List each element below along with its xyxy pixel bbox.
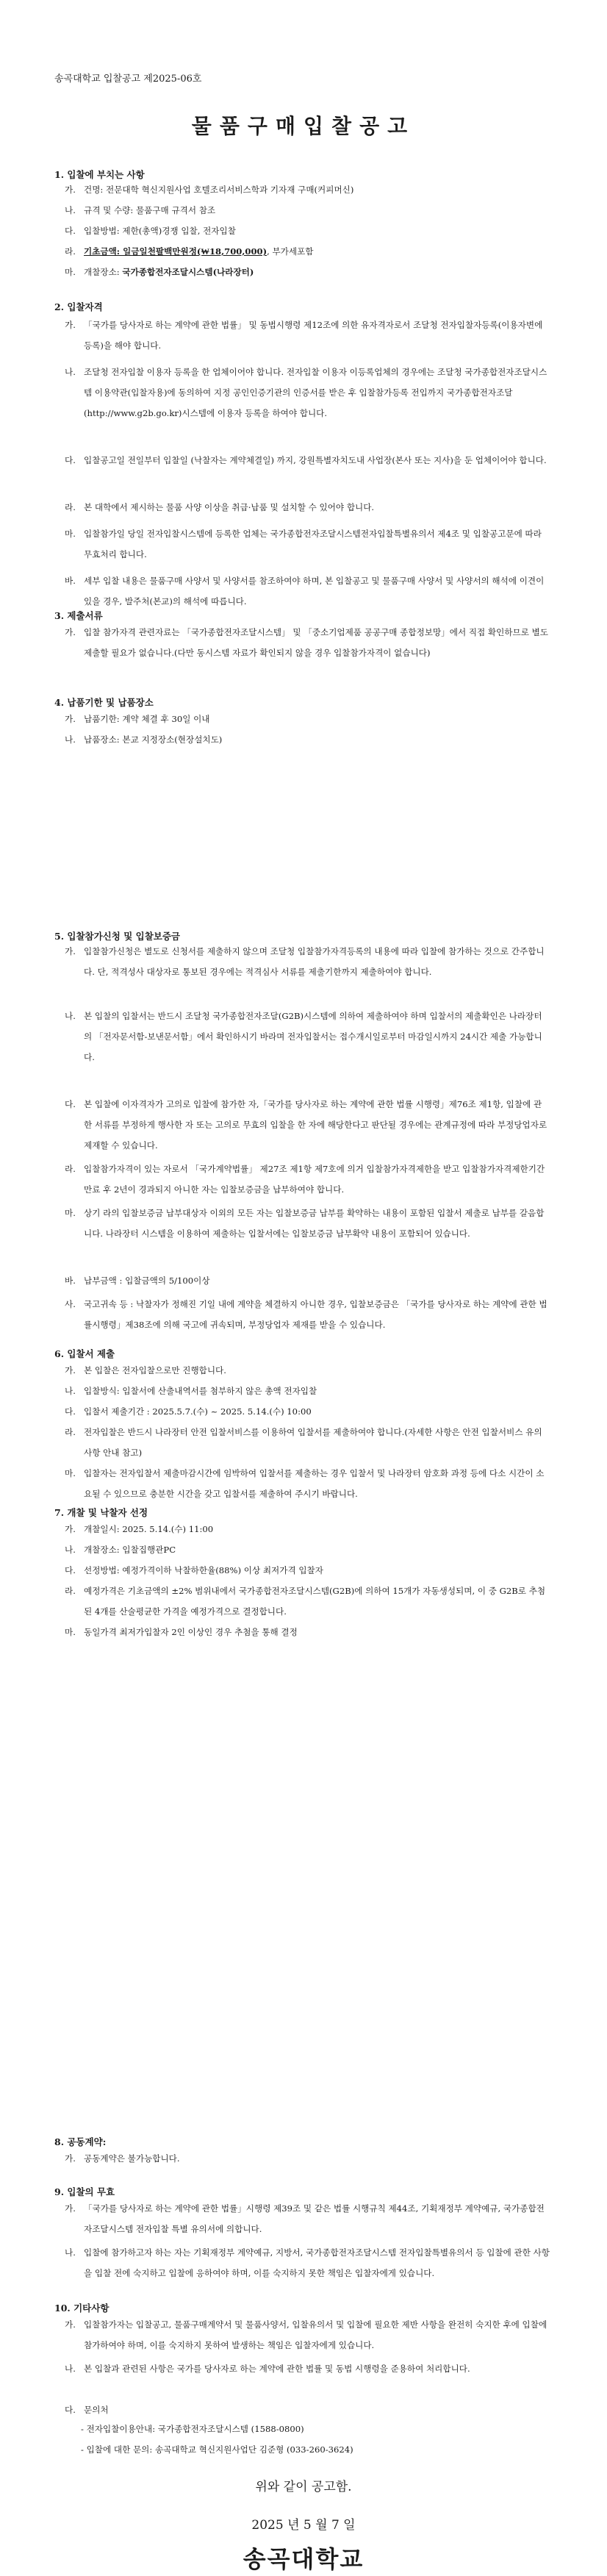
section-3-heading: 3. 제출서류 xyxy=(54,610,103,621)
section-9-heading: 9. 입찰의 무효 xyxy=(54,2186,115,2197)
s2-item-ma: 마. 입찰참가일 당일 전자입찰시스템에 등록한 업체는 국가종합전자조달시스템전자입찰특별유의서 제4조 및 입찰공고문에 따라 무효처리 합니다. xyxy=(65,529,542,559)
s5-item-ga: 가. 입찰참가신청은 별도로 신청서를 제출하지 않으며 조달청 입찰참가자격등록의 내용에 따라 입찰에 참가하는 것으로 간주합니다. 단, 적격성사 대상자로 통보된 경우에는 적격심사 서류를 제출기한까지 제출하여야 합니다. xyxy=(65,946,545,977)
contact-line-1: - 전자입찰이용안내: 국가종합전자조달시스템 (1588-0800) xyxy=(81,2424,304,2434)
section-10-heading: 10. 기타사항 xyxy=(54,2303,109,2314)
s7-item-ga: 가. 개찰일시: 2025. 5.14.(수) 11:00 xyxy=(65,1524,214,1534)
s5-item-da: 다. 본 입찰에 이자격자가 고의로 입찰에 참가한 자,「국가를 당사자로 하는 계약에 관한 법률 시행령」제76조 제1항, 입찰에 관한 서류를 부정하게 행사한 자 또는 고의로 무효의 입찰을 한 자에 해당한다고 판단될 경우에는 관계규정에 따라 부정당업자로 제재할 수 있습니다. xyxy=(65,1099,547,1151)
s6-item-na: 나. 입찰방식: 입찰서에 산출내역서를 첨부하지 않은 총액 전자입찰 xyxy=(65,1386,317,1396)
s1-item-ma: 마. 개찰장소: 국가종합전자조달시스템(나라장터) xyxy=(65,267,254,277)
section-1-heading: 1. 입찰에 부치는 사항 xyxy=(54,169,145,180)
s5-item-ba: 바. 납부금액 : 입찰금액의 5/100이상 xyxy=(65,1276,210,1286)
s2-item-ra: 라. 본 대학에서 제시하는 물품 사양 이상을 취급·납품 및 설치할 수 있어야 합니다. xyxy=(65,502,375,512)
section-7-heading: 7. 개찰 및 낙찰자 선정 xyxy=(54,1507,148,1518)
s7-item-ra: 라. 예정가격은 기초금액의 ±2% 범위내에서 국가종합전자조달시스템(G2B)에 의하여 15개가 자동생성되며, 이 중 G2B로 추첨된 4개를 산술평균한 가격을 예정가격으로 결정합니다. xyxy=(65,1586,546,1617)
s6-item-ra: 라. 전자입찰은 반드시 나라장터 안전 입찰서비스를 이용하여 입찰서를 제출하여야 합니다.(자세한 사항은 안전 입찰서비스 유의사항 안내 참고) xyxy=(65,1427,542,1458)
s9-item-na: 나. 입찰에 참가하고자 하는 자는 기획재정부 계약예규, 지방서, 국가종합전자조달시스템 전자입찰특별유의서 등 입찰에 관한 사항을 입찰 전에 숙지하고 입찰에 응하여야 하며, 이를 숙지하지 못한 책임은 입찰자에게 있습니다. xyxy=(65,2247,550,2278)
s7-item-na: 나. 개찰장소: 입찰집행관PC xyxy=(65,1545,176,1555)
s4-item-na: 나. 납품장소: 본교 지정장소(현장설치도) xyxy=(65,734,223,745)
s1-item-ra: 라. 기초금액: 일금일천팔백만원정(₩18,700,000), 부가세포함 xyxy=(65,246,314,257)
s2-item-ga: 가. 「국가를 당사자로 하는 계약에 관한 법률」 및 동법시행령 제12조에 의한 유자격자로서 조달청 전자입찰자등록(이용자변에 등록)을 해야 합니다. xyxy=(65,320,543,351)
s7-item-da: 다. 선정방법: 예정가격이하 낙찰하한율(88%) 이상 최저가격 입찰자 xyxy=(65,1565,323,1575)
s5-item-ma: 마. 상기 라의 입찰보증금 납부대상자 이외의 모든 자는 입찰보증금 납부를 확약하는 내용이 포함된 입찰서 제출로 납부를 갈음합니다. 나라장터 시스템을 이용하여 제출하는 입찰서에는 입찰보증금 납부확약 내용이 포함되어 있습니다. xyxy=(65,1208,545,1239)
section-4-heading: 4. 납품기한 및 납품장소 xyxy=(54,697,154,708)
s9-item-ga: 가. 「국가를 당사자로 하는 계약에 관한 법률」시행령 제39조 및 같은 법률 시행규칙 제44조, 기획재정부 계약예규, 국가종합전자조달시스템 전자입찰 특별 유의서에 의합니다. xyxy=(65,2203,545,2234)
closing-statement: 위와 같이 공고함. xyxy=(255,2480,352,2494)
s5-item-na: 나. 본 입찰의 입찰서는 반드시 조달청 국가종합전자조달(G2B)시스템에 의하여 제출하여야 하며 입찰서의 제출확인은 나라장터의 「전자문서함-보낸문서함」에서 확인하시기 바라며 전자입찰서는 접수개시일로부터 마감일시까지 24시간 제출 가능합니다. xyxy=(65,1011,542,1062)
issuer-name: 송곡대학교 xyxy=(243,2545,364,2573)
notice-number: 송곡대학교 입찰공고 제2025-06호 xyxy=(54,74,202,85)
s1-item-ga: 가. 건명: 전문대학 혁신지원사업 호텔조리서비스학과 기자재 구매(커피머신) xyxy=(65,185,354,195)
s10-item-ga: 가. 입찰참가자는 입찰공고, 물품구매계약서 및 물품사양서, 입찰유의서 및 입찰에 필요한 제반 사항을 완전히 숙지한 후에 입찰에 참가하여야 하며, 이를 숙지하지 못하여 발생하는 책임은 입찰자에게 있습니다. xyxy=(65,2319,547,2350)
section-8-heading: 8. 공동계약: xyxy=(54,2136,107,2147)
s6-item-ma: 마. 입찰자는 전자입찰서 제출마감시간에 임박하여 입찰서를 제출하는 경우 입찰서 및 나라장터 암호화 과정 등에 다소 시간이 소요될 수 있으므로 충분한 시간을 갖고 입찰서를 제출하여 주시기 바랍니다. xyxy=(65,1468,545,1499)
s5-item-sa: 사. 국고귀속 등 : 낙찰자가 정해진 기일 내에 계약을 체결하지 아니한 경우, 입찰보증금은 「국가를 당사자로 하는 계약에 관한 법률시행령」제38조에 의해 국고에 귀속되며, 부정당업자 제재를 받을 수 있습니다. xyxy=(65,1299,547,1330)
s2-item-da: 다. 입찰공고일 전일부터 입찰일 (낙찰자는 계약체결일) 까지, 강원특별자치도내 사업장(본사 또는 지사)을 둔 업체이어야 합니다. xyxy=(65,455,547,465)
s1-item-da: 다. 입찰방법: 제한(총액)경쟁 입찰, 전자입찰 xyxy=(65,226,236,236)
s4-item-ga: 가. 납품기한: 계약 체결 후 30일 이내 xyxy=(65,714,210,724)
section-6-heading: 6. 입찰서 제출 xyxy=(54,1348,115,1359)
s10-item-na: 나. 본 입찰과 관련된 사항은 국가를 당사자로 하는 계약에 관한 법률 및 동법 시행령을 준용하여 처리합니다. xyxy=(65,2364,470,2374)
s6-item-da: 다. 입찰서 제출기간 : 2025.5.7.(수) ~ 2025. 5.14.(수) 10:00 xyxy=(65,1406,312,1417)
page-title: 물품구매입찰공고 xyxy=(191,114,416,138)
s6-item-ga: 가. 본 입찰은 전자입찰으로만 진행합니다. xyxy=(65,1365,226,1375)
section-5-heading: 5. 입찰참가신청 및 입찰보증금 xyxy=(54,931,181,942)
s1-item-na: 나. 규격 및 수량: 물품구매 규격서 참조 xyxy=(65,205,216,215)
s5-item-ra: 라. 입찰참가자격이 있는 자로서 「국가계약법률」 제27조 제1항 제7호에 의거 입찰참가자격제한을 받고 입찰참가자격제한기간 만료 후 2년이 경과되지 아니한 자는 입찰보증금을 납부하여야 합니다. xyxy=(65,1164,545,1195)
s7-item-ma: 마. 동일가격 최저가입찰자 2인 이상인 경우 추첨을 통해 결정 xyxy=(65,1627,298,1637)
s2-item-ba: 바. 세부 입찰 내용은 물품구매 사양서 및 사양서를 참조하여야 하며, 본 입찰공고 및 물품구매 사양서 및 사양서의 해석에 이견이 있을 경우, 발주처(본교)의 해석에 따릅니다. xyxy=(65,576,545,607)
s2-item-na: 나. 조달청 전자입찰 이용자 등록을 한 업체이어야 합니다. 전자입찰 이용자 이등록업체의 경우에는 조달청 국가종합전자조달시스템 이용약관(입찰자용)에 동의하여 지정 공인인증기관의 인증서를 받은 후 입찰참가등록 전입까지 국가종합전자조달(http://www.g2b.go.kr)시스템에 이용자 등록을 하여야 합니다. xyxy=(65,367,547,418)
section-2-heading: 2. 입찰자격 xyxy=(54,301,103,312)
s10-item-da: 다. 문의처 xyxy=(65,2405,109,2415)
contact-line-2: - 입찰에 대한 문의: 송곡대학교 혁신지원사업단 김준형 (033-260-3624) xyxy=(81,2444,353,2455)
s3-item-ga: 가. 입찰 참가자격 관련자료는 「국가종합전자조달시스템」 및 「중소기업제품 공공구매 종합정보망」에서 직접 확인하므로 별도 제출할 필요가 없습니다.(다만 동시스템 자료가 확인되지 않을 경우 입찰참가자격이 없습니다) xyxy=(65,627,549,658)
closing-date: 2025 년 5 월 7 일 xyxy=(251,2518,356,2533)
s8-item-ga: 가. 공동계약은 불가능합니다. xyxy=(65,2153,180,2164)
